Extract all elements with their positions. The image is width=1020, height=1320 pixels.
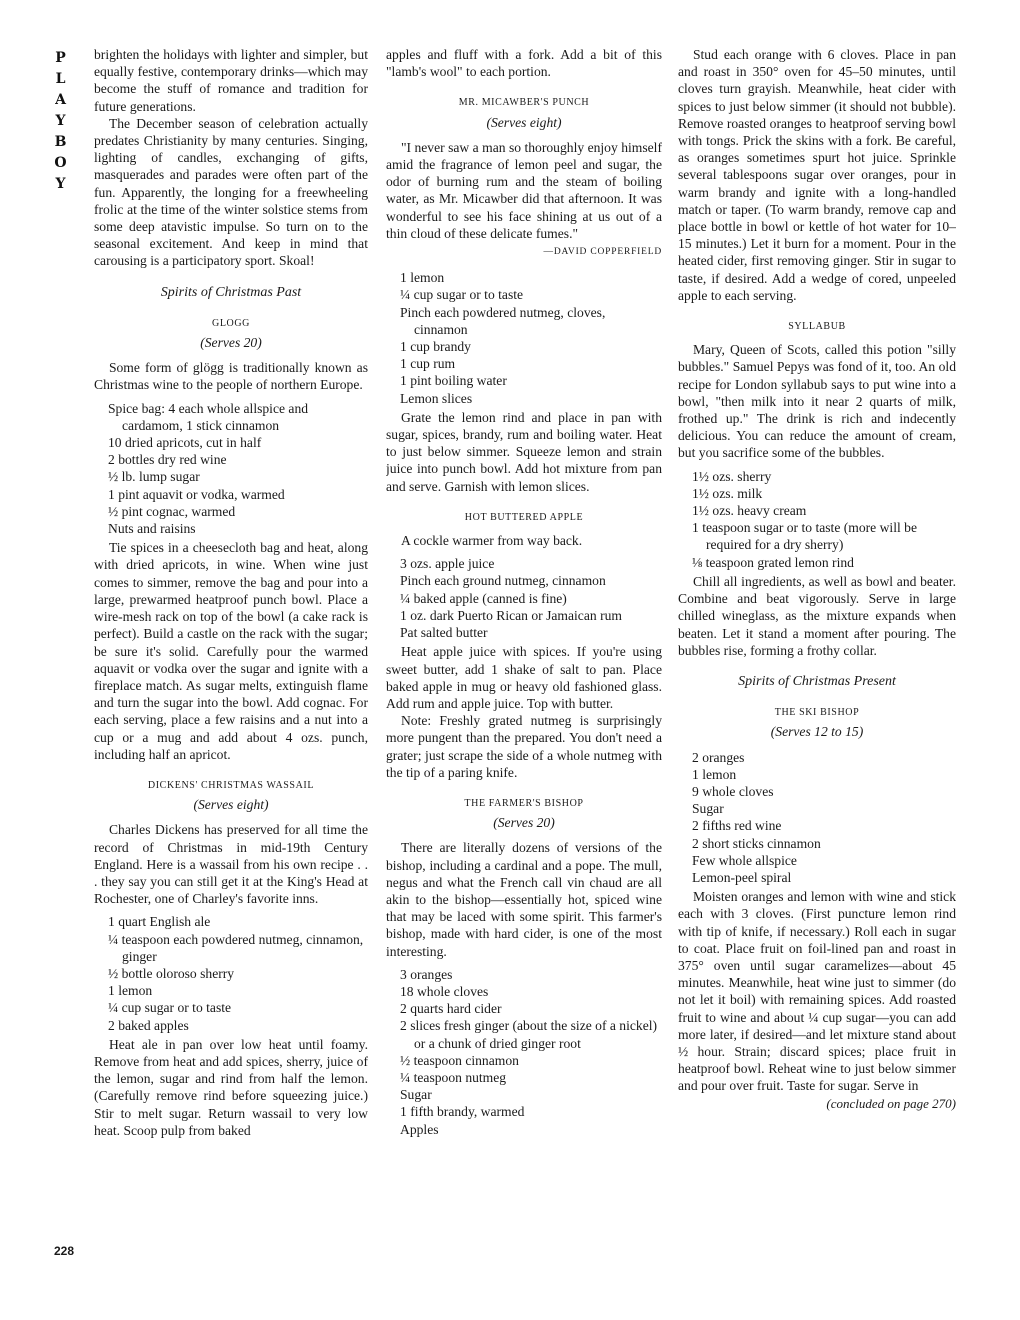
ingredient-item: Sugar: [692, 801, 724, 817]
ingredient-item: Sugar: [400, 1087, 432, 1103]
ingredient-list: [94, 400, 368, 538]
recipe-method: Chill all ingredients, as well as bowl and beater. Combine and beat vigorously. Serve in large chilled wineglass, as the mixture expands when beaten. Let it stand a moment after pouring. The bubbles rise, forming a frothy collar.: [678, 573, 956, 658]
intro-paragraph: brighten the holidays with lighter and simpler, but equally festive, contemporary drinks—which may become the stuff of romance and tradition for future generations.: [94, 47, 368, 114]
recipe-description: There are literally dozens of versions of the bishop, including a cardinal and a pope. The mull, negus and what the French call vin chaud are all akin to the bishop—essentially hot, spiced wine that may be laced with some spirit. This farmer's bishop, made with hard cider, is one of the most interesting.: [386, 840, 662, 959]
column-3: [678, 46, 956, 1266]
ingredient-item: 1 fifth brandy, warmed: [400, 1104, 525, 1120]
ingredient-item: 3 oranges: [400, 966, 453, 982]
ingredient-item: 2 oranges: [692, 749, 745, 765]
recipe-serves: (Serves 12 to 15): [770, 724, 864, 740]
column-2: [386, 46, 662, 1266]
recipe-title-micawber: MR. MICAWBER'S PUNCH: [458, 97, 590, 109]
ingredient-item: Pat salted butter: [400, 625, 488, 641]
ingredient-item: 1½ ozs. milk: [692, 485, 763, 501]
recipe-method-continued: apples and fluff with a fork. Add a bit of this "lamb's wool" to each portion.: [386, 47, 662, 80]
recipe-serves: (Serves 20): [493, 815, 555, 831]
recipe-method: Tie spices in a cheesecloth bag and heat, along with dried apricots, in wine. When wine just comes to simmer, remove the bag and pour into a large, prewarmed heatproof punch bowl. Place a wire-mesh rack on top of the bowl (a cake rack is perfect). Build a castle on the rack with the sugar; be sure it's solid. Carefully pour the warmed aquavit or vodka over the sugar and ignite with a fireplace match. As sugar melts, extinguish flame and turn the sugar into the bowl. Add cognac. For each serving, place a few raisins and a nut into a cup or a mug and add about 4 ozs. punch, including half an apricot.: [94, 540, 368, 762]
ingredient-item: 1 pint boiling water: [400, 373, 507, 389]
ingredient-item: ¼ baked apple (canned is fine): [400, 590, 567, 606]
ingredient-item: 2 short sticks cinnamon: [692, 835, 821, 851]
recipe-description: A cockle warmer from way back.: [400, 533, 583, 549]
ingredient-item: 3 ozs. apple juice: [400, 556, 495, 572]
ingredient-item: 1 lemon: [400, 270, 445, 286]
recipe-title-ski-bishop: THE SKI BISHOP: [774, 707, 860, 719]
ingredient-item: 1 quart English ale: [108, 914, 211, 930]
page-number: 228: [54, 1244, 75, 1258]
ingredient-item: ¼ teaspoon nutmeg: [400, 1069, 507, 1085]
ingredient-item: Pinch each powdered nutmeg, cloves, cinnamon: [400, 304, 606, 337]
recipe-serves: (Serves 20): [200, 335, 262, 351]
ingredient-item: ½ lb. lump sugar: [108, 469, 200, 485]
recipe-title-syllabub: SYLLABUB: [788, 321, 846, 333]
ingredient-item: 1 lemon: [692, 766, 737, 782]
ingredient-item: Few whole allspice: [692, 852, 797, 868]
ingredient-item: ¼ cup sugar or to taste: [108, 1000, 232, 1016]
ingredient-item: 18 whole cloves: [400, 983, 489, 999]
ingredient-item: 1 pint aquavit or vodka, warmed: [108, 486, 285, 502]
ingredient-item: 1 oz. dark Puerto Rican or Jamaican rum: [400, 607, 622, 623]
recipe-description: Mary, Queen of Scots, called this potion "silly bubbles." Samuel Pepys was fond of it, too. An old recipe for London syllabub says to put wine into a bowl, "then milk into it near 2 quarts of milk, frothed up." The drink is rich and indecently delicious. You can reduce the amount of cream, but you sacrifice some of the bubbles.: [678, 342, 956, 461]
magazine-masthead: PLAYBOY: [54, 50, 76, 192]
literary-quote: "I never saw a man so thoroughly enjoy himself amid the fragrance of lemon peel and sugar, the odor of burning rum and the steam of boiling water, as Mr. Micawber did that afternoon. It was wonderful to see his face shining at us out of a thin cloud of these delicate fumes.": [386, 139, 662, 241]
ingredient-item: 2 slices fresh ginger (about the size of a nickel) or a chunk of dried ginger root: [400, 1018, 658, 1051]
recipe-method: Heat ale in pan over low heat until foamy. Remove from heat and add spices, sherry, juice of the lemon, sugar and rind from half the lemon. (Carefully remove rind before squeezing juice.) Stir to melt sugar. Return wassail to very low heat. Scoop pulp from baked: [94, 1036, 368, 1138]
ingredient-list: [678, 749, 956, 887]
ingredient-item: 2 fifths red wine: [692, 818, 782, 834]
ingredient-list: [386, 966, 662, 1138]
ingredient-item: Nuts and raisins: [108, 521, 196, 537]
ingredient-item: Lemon slices: [400, 390, 473, 406]
ingredient-item: 1½ ozs. heavy cream: [692, 503, 807, 519]
ingredient-item: 1½ ozs. sherry: [692, 468, 772, 484]
ingredient-item: 1 teaspoon sugar or to taste (more will be required for a dry sherry): [692, 520, 917, 553]
recipe-title-farmers-bishop: THE FARMER'S BISHOP: [464, 797, 584, 809]
ingredient-item: ¼ teaspoon each powdered nutmeg, cinnamon, ginger: [108, 931, 364, 964]
ingredient-list: [678, 468, 956, 571]
quote-attribution: —DAVID COPPERFIELD: [543, 247, 662, 258]
recipe-method: Moisten oranges and lemon with wine and stick each with 3 cloves. (First puncture lemon rind with tip of knife, if necessary.) Roll each in sugar to coat. Place fruit on foil-lined pan and roast in 375° oven until sugar caramelizes—about 45 minutes. Meanwhile, heat wine just to simmer (do not let it boil) with remaining spices. Add roasted fruit to wine and about ¼ cup sugar—you can add more later, if desired—and let mixture stand about ½ hour. Strain; discard spices; place fruit in heatproof bowl. Reheat wine to just below simmer and pour over fruit. Taste for sugar. Serve in: [678, 889, 956, 1094]
ingredient-item: 2 quarts hard cider: [400, 1001, 502, 1017]
ingredient-item: Pinch each ground nutmeg, cinnamon: [400, 573, 606, 589]
ingredient-item: 9 whole cloves: [692, 783, 774, 799]
ingredient-list: [94, 913, 368, 1033]
recipe-method: Stud each orange with 6 cloves. Place in pan and roast in 350° oven for 45–50 minutes, until cloves turn grayish. Meanwhile, heat cider with spices to just below simmer (it should not bubble). Remove roasted oranges to heatproof serving bowl with tongs. Prick the skins with a fork. Be careful, as oranges sometimes spurt hot juice. Sprinkle several tablespoons sugar over oranges, pour in warm brandy and ignite with a long-handled match or taper. (To warm brandy, remove cap and place bottle in bowl or kettle of hot water for 10–15 minutes.) Let it burn for a moment. Pour in the heated cider, first removing ginger. Stir in sugar to taste, if desired. Add a wedge of cored, unpeeled apple to each serving.: [678, 47, 956, 303]
ingredient-item: ½ bottle oloroso sherry: [108, 965, 235, 981]
recipe-method: Heat apple juice with spices. If you're using sweet butter, add 1 shake of salt to pan. Place baked apple in mug or heavy old fashioned glass. Add rum and apple juice. Top with butter.: [386, 644, 662, 711]
ingredient-item: 1 lemon: [108, 983, 153, 999]
section-heading-past: Spirits of Christmas Past: [160, 284, 302, 300]
ingredient-item: 10 dried apricots, cut in half: [108, 435, 262, 451]
recipe-serves: (Serves eight): [193, 797, 269, 813]
recipe-description: Charles Dickens has preserved for all time the record of Christmas in mid-19th Century England. Here is a wassail from his own recipe . . . they say you can still get it at the King's Head at Rochester, one of Charley's favorite inns.: [94, 822, 368, 907]
recipe-note: Note: Freshly grated nutmeg is surprisingly more pungent than the prepared. You don't need a grater; just scrape the side of a whole nutmeg with the tip of a paring knife.: [386, 713, 662, 780]
recipe-method: Grate the lemon rind and place in pan with sugar, spices, brandy, rum and boiling water. Heat to just below simmer. Squeeze lemon and strain juice into punch bowl. Add hot mixture from pan and serve. Garnish with lemon slices.: [386, 409, 662, 494]
recipe-title-glogg: GLOGG: [212, 317, 250, 329]
intro-paragraph: The December season of celebration actually predates Christianity by many centuries. Singing, lighting of candles, exchanging of gifts, masquerades and parades were often part of the fun. Apparently, the longing for a freewheeling frolic at the time of the winter solstice stems from some deep atavistic impulse. So turn on to the seasonal excitement. And keep in mind that carousing is a participatory sport. Skoal!: [94, 115, 368, 269]
ingredient-item: ½ teaspoon cinnamon: [400, 1052, 519, 1068]
column-1: [94, 46, 368, 1266]
continuation-note: (concluded on page 270): [826, 1095, 956, 1111]
recipe-description: Some form of glögg is traditionally known as Christmas wine to the people of northern Europe.: [94, 360, 368, 393]
ingredient-item: 1 cup rum: [400, 356, 456, 372]
ingredient-item: 2 baked apples: [108, 1017, 189, 1033]
ingredient-list: [386, 555, 662, 641]
recipe-title-wassail: DICKENS' CHRISTMAS WASSAIL: [147, 779, 315, 791]
ingredient-item: Spice bag: 4 each whole allspice and cardamom, 1 stick cinnamon: [108, 400, 309, 433]
recipe-serves: (Serves eight): [486, 114, 562, 130]
section-heading-present: Spirits of Christmas Present: [738, 673, 896, 689]
ingredient-item: ½ pint cognac, warmed: [108, 503, 236, 519]
ingredient-item: ⅛ teaspoon grated lemon rind: [692, 554, 854, 570]
ingredient-item: Lemon-peel spiral: [692, 869, 792, 885]
ingredient-item: ¼ cup sugar or to taste: [400, 287, 524, 303]
ingredient-item: Apples: [400, 1121, 439, 1137]
recipe-title-hot-buttered-apple: HOT BUTTERED APPLE: [464, 511, 584, 523]
ingredient-list: [386, 269, 662, 407]
ingredient-item: 1 cup brandy: [400, 339, 471, 355]
ingredient-item: 2 bottles dry red wine: [108, 452, 227, 468]
